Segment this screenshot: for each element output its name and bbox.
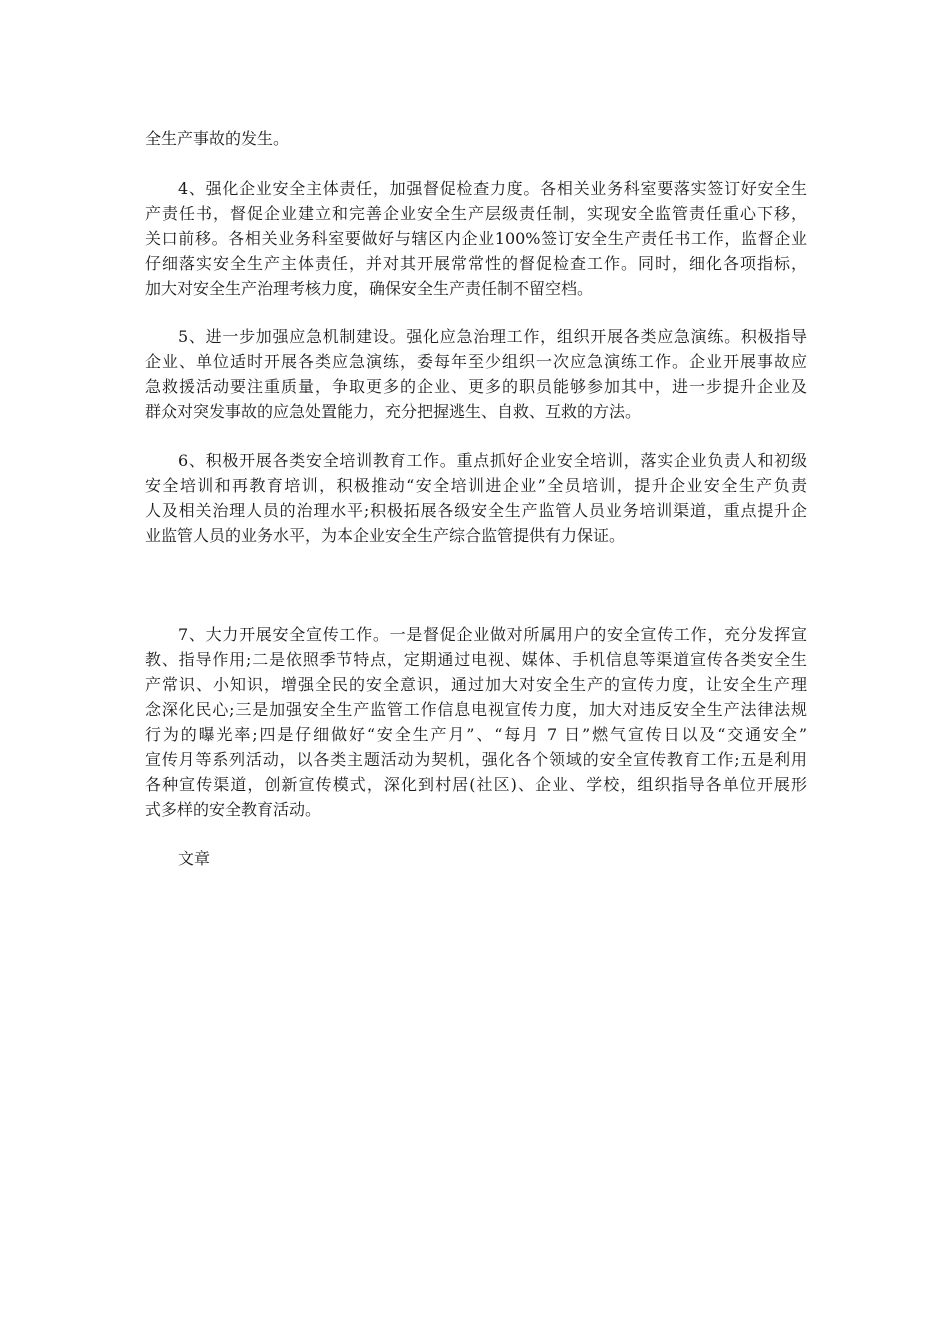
text-line: 宣传月等系列活动，以各类主题活动为契机，强化各个领域的安全宣传教育工作;五是利用 — [145, 750, 807, 769]
text-line: 群众对突发事故的应急处置能力，充分把握逃生、自救、互救的方法。 — [145, 402, 642, 421]
text-line: 6、积极开展各类安全培训教育工作。重点抓好企业安全培训，落实企业负责人和初级 — [178, 451, 807, 470]
text-line: 安全培训和再教育培训，积极推动“安全培训进企业”全员培训，提升企业安全生产负责 — [145, 476, 807, 495]
text-line: 7、大力开展安全宣传工作。一是督促企业做对所属用户的安全宣传工作，充分发挥宣 — [178, 625, 807, 644]
text-line: 产责任书，督促企业建立和完善企业安全生产层级责任制，实现安全监管责任重心下移， — [145, 204, 807, 223]
text-line: 加大对安全生产治理考核力度，确保安全生产责任制不留空档。 — [145, 279, 594, 298]
paragraph-item-7 — [145, 622, 807, 822]
text-line: 仔细落实安全生产主体责任，并对其开展常常性的督促检查工作。同时，细化各项指标， — [145, 254, 807, 273]
text-line: 全生产事故的发生。 — [145, 129, 290, 148]
text-line: 式多样的安全教育活动。 — [145, 800, 322, 819]
text-line: 急救援活动要注重质量，争取更多的企业、更多的职员能够参加其中，进一步提升企业及 — [145, 377, 807, 396]
paragraph-item-6 — [145, 448, 807, 548]
text-line: 产常识、小知识，增强全民的安全意识，通过加大对安全生产的宣传力度，让安全生产理 — [145, 675, 807, 694]
text-line: 行为的曝光率;四是仔细做好“安全生产月”、“每月 7 日”燃气宣传日以及“交通安全” — [145, 725, 807, 744]
text-line: 文章 — [178, 849, 211, 868]
paragraph-item-4 — [145, 176, 807, 301]
footer-word — [145, 846, 807, 871]
text-line: 念深化民心;三是加强安全生产监管工作信息电视宣传力度，加大对违反安全生产法律法规 — [145, 700, 807, 719]
text-line: 各种宣传渠道，创新宣传模式，深化到村居(社区)、企业、学校，组织指导各单位开展形 — [145, 775, 807, 794]
text-line: 关口前移。各相关业务科室要做好与辖区内企业100%签订安全生产责任书工作，监督企业 — [145, 229, 807, 248]
text-line: 人及相关治理人员的治理水平;积极拓展各级安全生产监管人员业务培训渠道，重点提升企 — [145, 501, 807, 520]
paragraph-continuation — [145, 126, 807, 151]
text-line: 5、进一步加强应急机制建设。强化应急治理工作，组织开展各类应急演练。积极指导 — [178, 327, 807, 346]
text-line: 教、指导作用;二是依照季节特点，定期通过电视、媒体、手机信息等渠道宣传各类安全生 — [145, 650, 807, 669]
text-line: 业监管人员的业务水平，为本企业安全生产综合监管提供有力保证。 — [145, 526, 626, 545]
text-line: 4、强化企业安全主体责任，加强督促检查力度。各相关业务科室要落实签订好安全生 — [178, 179, 807, 198]
paragraph-item-5 — [145, 324, 807, 424]
text-line: 企业、单位适时开展各类应急演练，委每年至少组织一次应急演练工作。企业开展事故应 — [145, 352, 807, 371]
